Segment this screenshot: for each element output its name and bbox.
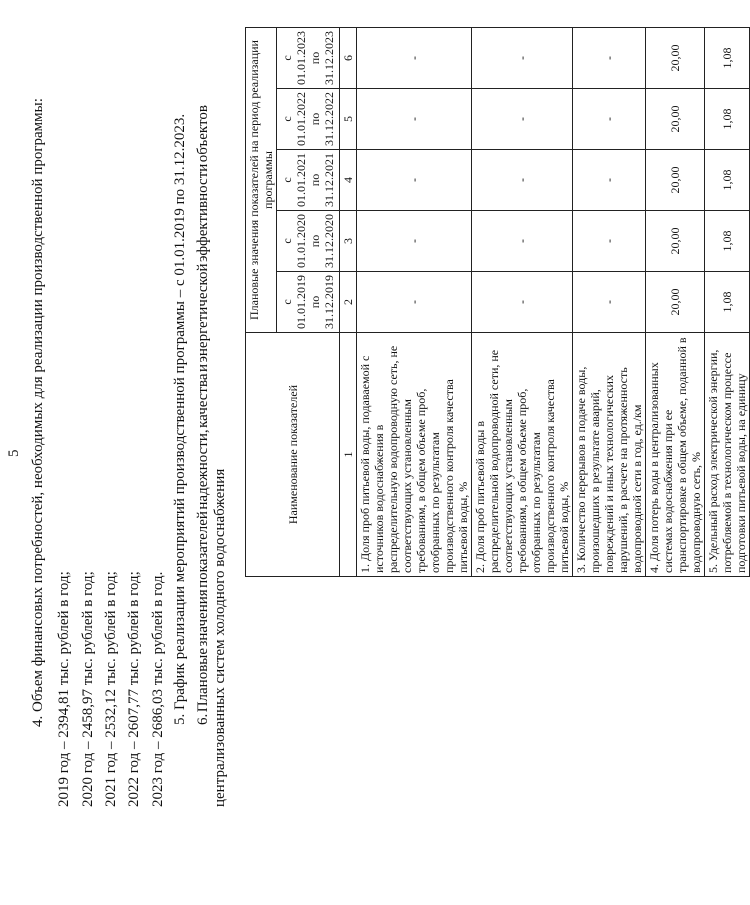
- table-row: [646, 28, 705, 577]
- table-row: [573, 28, 646, 577]
- year-line-2023: 2023 год – 2686,03 тыс. рублей в год.: [150, 571, 166, 807]
- indicator-value: 1,08: [705, 150, 750, 211]
- indicator-value: 1,08: [705, 89, 750, 150]
- year-line-2021: 2021 год – 2532,12 тыс. рублей в год;: [103, 571, 119, 807]
- indicator-value: -: [573, 89, 646, 150]
- indicators-table: [245, 27, 750, 577]
- indicator-value: -: [472, 89, 573, 150]
- year-line-2020: 2020 год – 2458,97 тыс. рублей в год;: [80, 571, 96, 807]
- table-row: [472, 28, 573, 577]
- index-cell: 2: [340, 272, 357, 333]
- indicator-name: 4. Доля потерь воды в централизованных системах водоснабжения при ее транспортировке в общем объеме, поданной в водопроводную сеть, %: [646, 333, 705, 577]
- section5-text: 5. График реализации мероприятий производственной программы – с 01.01.2019 по 31.12.2023.: [172, 113, 188, 725]
- indicator-name: 5. Удельный расход электрической энергии, потребляемой в технологическом процессе подготовки питьевой воды, на единицу: [705, 333, 750, 577]
- section6-word: качества: [195, 373, 211, 428]
- indicator-value: -: [357, 272, 472, 333]
- indicator-value: -: [472, 211, 573, 272]
- index-cell: 5: [340, 89, 357, 150]
- section6-word: значения: [195, 589, 211, 647]
- section6-subtitle: централизованных систем холодного водоснабжения: [212, 468, 228, 807]
- indicator-value: -: [472, 272, 573, 333]
- indicator-value: -: [573, 28, 646, 89]
- index-cell: 4: [340, 150, 357, 211]
- indicator-value: 1,08: [705, 211, 750, 272]
- indicator-value: -: [357, 150, 472, 211]
- indicator-name: 3. Количество перерывов в подаче воды, произошедших в результате аварий, повреждений и иных технологических нарушений, в расчете на протяженность водопроводной сети в год, ед./км: [573, 333, 646, 577]
- period-cell: с 01.01.2022 по 31.12.2022: [277, 89, 340, 150]
- indicator-value: 20,00: [646, 89, 705, 150]
- period-cell: с 01.01.2023 по 31.12.2023: [277, 28, 340, 89]
- indicator-name: 1. Доля проб питьевой воды, подаваемой с источников водоснабжения в распределительную водопроводную сеть, не соответствующих установленным требованиям, в общем объеме проб, отобранных по результатам производственного контроля качества питьевой воды, %: [357, 333, 472, 577]
- section6-word: эффективности: [195, 163, 211, 262]
- indicator-value: 1,08: [705, 28, 750, 89]
- index-cell: 3: [340, 211, 357, 272]
- section6-word: энергетической: [195, 263, 211, 363]
- section6-word: показателей: [195, 511, 211, 588]
- table-row: [357, 28, 472, 577]
- name-column-header: Наименование показателей: [246, 333, 340, 577]
- section6-word: объектов: [195, 105, 211, 163]
- section6-word: 6.: [195, 713, 211, 725]
- page-number: 5: [6, 449, 22, 457]
- period-cell: с 01.01.2021 по 31.12.2021: [277, 150, 340, 211]
- index-cell: 6: [340, 28, 357, 89]
- indicator-value: -: [472, 150, 573, 211]
- indicator-value: 1,08: [705, 272, 750, 333]
- indicator-value: -: [357, 28, 472, 89]
- indicator-value: -: [573, 272, 646, 333]
- indicator-value: -: [472, 28, 573, 89]
- section6-word: Плановые: [195, 647, 211, 713]
- index-cell: 1: [340, 333, 357, 577]
- indicator-value: -: [357, 89, 472, 150]
- indicator-value: -: [357, 211, 472, 272]
- indicator-name: 2. Доля проб питьевой воды в распределительной водопроводной сети, не соответствующих установленным требованиям, в общем объеме проб, отобранных по результатам производственного контроля качества питьевой воды, %: [472, 333, 573, 577]
- year-line-2019: 2019 год – 2394,81 тыс. рублей в год;: [56, 571, 72, 807]
- indicator-value: -: [573, 150, 646, 211]
- section4-title: 4. Объем финансовых потребностей, необходимых для реализации производственной программы:: [30, 98, 46, 727]
- section6-heading: [195, 105, 212, 725]
- indicator-value: 20,00: [646, 272, 705, 333]
- section6-word: и: [195, 363, 211, 373]
- section6-word: надежности,: [195, 429, 211, 510]
- period-header: Плановые значения показателей на период реализации программы: [246, 28, 277, 333]
- period-cell: с 01.01.2019 по 31.12.2019: [277, 272, 340, 333]
- indicator-value: 20,00: [646, 28, 705, 89]
- year-line-2022: 2022 год – 2607,77 тыс. рублей в год;: [126, 571, 142, 807]
- indicator-value: 20,00: [646, 150, 705, 211]
- period-cell: с 01.01.2020 по 31.12.2020: [277, 211, 340, 272]
- indicator-value: -: [573, 211, 646, 272]
- table-row: [705, 28, 750, 577]
- indicator-value: 20,00: [646, 211, 705, 272]
